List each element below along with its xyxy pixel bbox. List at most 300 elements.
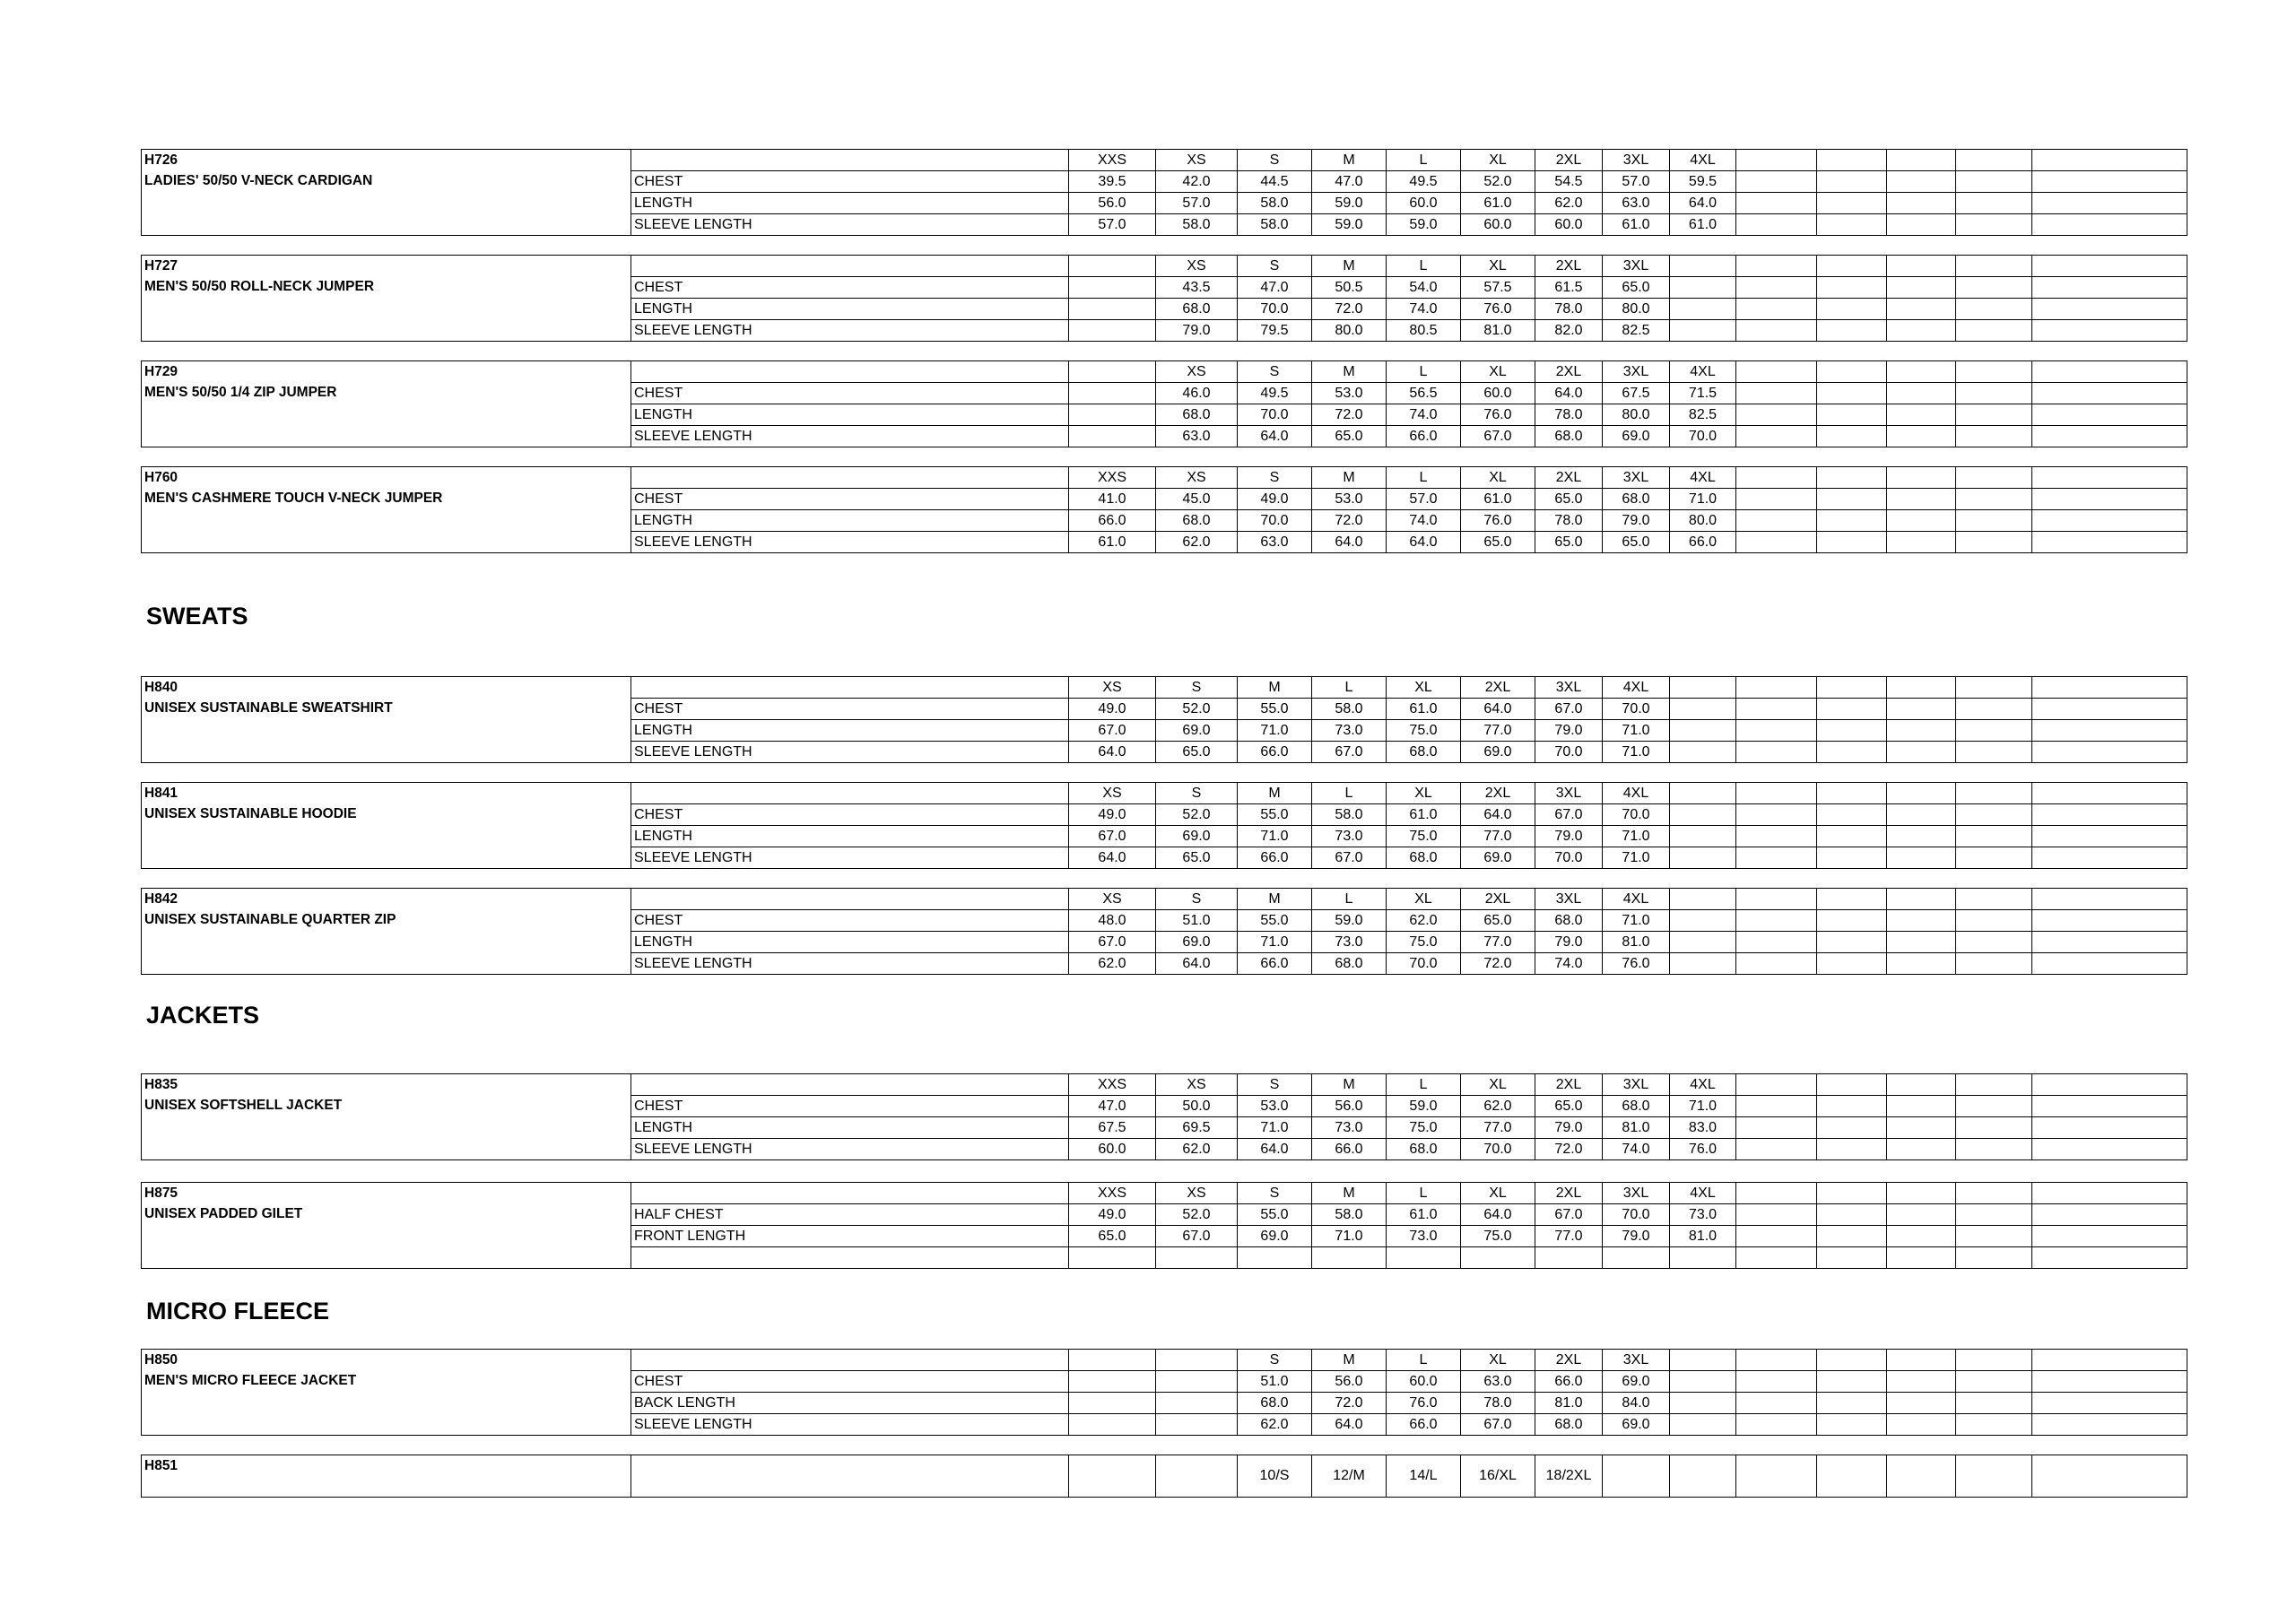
measurement-value: 62.0: [1461, 1096, 1535, 1117]
measurement-value: 65.0: [1461, 532, 1535, 553]
product-cell: [142, 150, 631, 236]
measurement-value: 67.0: [1461, 1414, 1535, 1436]
size-header-row: [142, 889, 2187, 910]
measurement-value: [1817, 847, 1887, 869]
size-header-row: [142, 783, 2187, 804]
measurement-value: 77.0: [1461, 1117, 1535, 1139]
measurement-value: 61.0: [1461, 489, 1535, 510]
measurement-value: 70.0: [1387, 953, 1461, 975]
measurement-value: [1736, 847, 1817, 869]
measurement-value: [2032, 742, 2187, 763]
size-header-cell: 4XL: [1603, 677, 1670, 699]
size-header-cell: XS: [1156, 361, 1238, 383]
size-header-cell: [2032, 467, 2187, 489]
measurement-value: 58.0: [1312, 1204, 1387, 1226]
size-header-row: [142, 150, 2187, 171]
product-name: MEN'S CASHMERE TOUCH V-NECK JUMPER: [144, 491, 443, 506]
measurement-value: 64.0: [1670, 193, 1736, 214]
measurement-value: 54.0: [1387, 277, 1461, 299]
measurement-value: 77.0: [1535, 1226, 1603, 1247]
measurement-value: 70.0: [1238, 299, 1312, 320]
measurement-value: [1887, 742, 1956, 763]
size-header-cell: [1956, 1350, 2032, 1371]
measurement-value: [1069, 1414, 1156, 1436]
size-table: [141, 1349, 2187, 1436]
size-header-cell: [1670, 677, 1736, 699]
size-header-cell: [2032, 1183, 2187, 1204]
measurement-value: 67.0: [1535, 804, 1603, 826]
product-code: H727: [144, 258, 178, 274]
measurement-value: 59.5: [1670, 171, 1736, 193]
measurement-value: 57.0: [1069, 214, 1156, 236]
measurement-value: 65.0: [1156, 742, 1238, 763]
size-header-cell: [1817, 467, 1887, 489]
measurement-label: SLEEVE LENGTH: [631, 742, 1069, 763]
size-header-cell: XL: [1461, 1350, 1535, 1371]
measurement-value: 68.0: [1387, 847, 1461, 869]
measurement-value: [1956, 404, 2032, 426]
measurement-value: [1736, 720, 1817, 742]
size-header-cell: 3XL: [1603, 361, 1670, 383]
measurement-value: 65.0: [1069, 1226, 1156, 1247]
measurement-value: [1956, 214, 2032, 236]
measurement-value: 59.0: [1387, 214, 1461, 236]
measurement-value: [1670, 932, 1736, 953]
measurement-label: SLEEVE LENGTH: [631, 532, 1069, 553]
measurement-value: 52.0: [1156, 699, 1238, 720]
measurement-value: [1736, 489, 1817, 510]
measurement-value: [1887, 826, 1956, 847]
measurement-value: [1956, 1117, 2032, 1139]
measurement-value: [1156, 1393, 1238, 1414]
product-name: UNISEX SUSTAINABLE QUARTER ZIP: [144, 912, 396, 927]
size-header-cell: S: [1156, 677, 1238, 699]
size-header-cell: XL: [1461, 256, 1535, 277]
measurement-value: 78.0: [1535, 510, 1603, 532]
measurement-value: [1670, 277, 1736, 299]
size-header-cell: [1603, 1455, 1670, 1498]
size-header-cell: [1887, 1350, 1956, 1371]
measurement-value: [2032, 532, 2187, 553]
size-header-cell: [1736, 889, 1817, 910]
measurement-value: [1736, 1247, 1817, 1269]
measurement-value: [2032, 1204, 2187, 1226]
measurement-value: [1956, 804, 2032, 826]
measurement-value: 52.0: [1156, 1204, 1238, 1226]
measurement-value: [2032, 826, 2187, 847]
measurement-value: 81.0: [1603, 932, 1670, 953]
measurement-value: 78.0: [1535, 299, 1603, 320]
size-header-cell: [1956, 1455, 2032, 1498]
measurement-value: 65.0: [1312, 426, 1387, 447]
measurement-value: [1817, 383, 1887, 404]
measurement-label: CHEST: [631, 383, 1069, 404]
measurement-value: 75.0: [1387, 826, 1461, 847]
size-table: [141, 149, 2187, 236]
measurement-value: [1817, 404, 1887, 426]
size-header-cell: 4XL: [1670, 467, 1736, 489]
measurement-value: 66.0: [1387, 1414, 1461, 1436]
measurement-value: [1956, 720, 2032, 742]
product-cell: [142, 1074, 631, 1160]
measurement-value: [1238, 1247, 1312, 1269]
size-table-h726: [141, 149, 2172, 236]
measurement-value: 64.0: [1238, 426, 1312, 447]
size-header-cell: [1736, 1074, 1817, 1096]
size-table: [141, 888, 2187, 975]
measurement-value: [1817, 320, 1887, 342]
size-table-h841: [141, 782, 2172, 869]
size-header-cell: L: [1387, 1074, 1461, 1096]
measurement-value: [1670, 299, 1736, 320]
measurement-value: 48.0: [1069, 910, 1156, 932]
size-header-cell: 18/2XL: [1535, 1455, 1603, 1498]
measurement-value: [1887, 847, 1956, 869]
measurement-value: 75.0: [1387, 720, 1461, 742]
measurement-label: CHEST: [631, 910, 1069, 932]
measurement-value: [1817, 932, 1887, 953]
measurement-value: [1887, 1096, 1956, 1117]
measurement-value: [1312, 1247, 1387, 1269]
measurement-value: 79.0: [1535, 1117, 1603, 1139]
measurement-value: 61.0: [1387, 699, 1461, 720]
measurement-value: 51.0: [1156, 910, 1238, 932]
measurement-value: 61.0: [1069, 532, 1156, 553]
measurement-value: 71.0: [1603, 742, 1670, 763]
size-header-cell: 3XL: [1603, 1183, 1670, 1204]
size-header-cell: 4XL: [1670, 150, 1736, 171]
measurement-value: 60.0: [1387, 193, 1461, 214]
size-header-row: [142, 1074, 2187, 1096]
measurement-label: SLEEVE LENGTH: [631, 953, 1069, 975]
size-header-cell: XL: [1387, 677, 1461, 699]
measurement-value: 80.5: [1387, 320, 1461, 342]
measurement-value: 81.0: [1670, 1226, 1736, 1247]
measurement-value: [2032, 214, 2187, 236]
size-table: [141, 255, 2187, 342]
product-cell: [142, 1455, 631, 1498]
product-code: H875: [144, 1185, 178, 1201]
measurement-value: 70.0: [1603, 1204, 1670, 1226]
measurement-value: 57.0: [1156, 193, 1238, 214]
measurement-value: 79.5: [1238, 320, 1312, 342]
size-table-h842: [141, 888, 2172, 975]
measurement-value: 71.0: [1603, 720, 1670, 742]
measurement-value: 72.0: [1461, 953, 1535, 975]
size-table-h840: [141, 676, 2172, 763]
size-header-cell: [2032, 1350, 2187, 1371]
measurement-value: 80.0: [1603, 299, 1670, 320]
size-header-cell: M: [1312, 1350, 1387, 1371]
measurement-value: [1956, 932, 2032, 953]
size-header-cell: [1956, 889, 2032, 910]
size-header-cell: XL: [1461, 1183, 1535, 1204]
size-header-cell: 4XL: [1603, 783, 1670, 804]
measurement-value: [1887, 910, 1956, 932]
measurement-value: [1603, 1247, 1670, 1269]
measurement-value: 64.0: [1535, 383, 1603, 404]
size-header-cell: [1156, 1350, 1238, 1371]
measurement-header-cell: [631, 677, 1069, 699]
measurement-value: 81.0: [1461, 320, 1535, 342]
measurement-value: 76.0: [1461, 299, 1535, 320]
measurement-value: 78.0: [1535, 404, 1603, 426]
measurement-value: 70.0: [1238, 404, 1312, 426]
measurement-value: 71.0: [1238, 826, 1312, 847]
measurement-value: 54.5: [1535, 171, 1603, 193]
measurement-value: 67.0: [1461, 426, 1535, 447]
product-code: H729: [144, 364, 178, 379]
measurement-value: 67.0: [1535, 1204, 1603, 1226]
measurement-value: [1956, 320, 2032, 342]
measurement-value: [1887, 804, 1956, 826]
measurement-value: [1736, 1371, 1817, 1393]
measurement-value: [1956, 1371, 2032, 1393]
size-header-cell: [1736, 1183, 1817, 1204]
size-table: [141, 1182, 2187, 1269]
size-header-cell: XS: [1156, 150, 1238, 171]
measurement-value: [2032, 510, 2187, 532]
size-table: [141, 676, 2187, 763]
measurement-value: 67.0: [1312, 742, 1387, 763]
measurement-value: [1817, 489, 1887, 510]
measurement-value: 68.0: [1156, 404, 1238, 426]
measurement-value: 66.0: [1535, 1371, 1603, 1393]
size-header-cell: [1670, 1455, 1736, 1498]
size-header-cell: XL: [1461, 1074, 1535, 1096]
size-header-cell: [1817, 1350, 1887, 1371]
product-cell: [142, 677, 631, 763]
measurement-value: 55.0: [1238, 1204, 1312, 1226]
size-header-cell: 3XL: [1535, 889, 1603, 910]
measurement-header-cell: [631, 783, 1069, 804]
measurement-value: [1736, 193, 1817, 214]
measurement-value: 71.0: [1603, 910, 1670, 932]
size-header-cell: [1817, 1183, 1887, 1204]
size-header-cell: 3XL: [1603, 150, 1670, 171]
measurement-value: 66.0: [1238, 742, 1312, 763]
size-header-cell: L: [1387, 467, 1461, 489]
measurement-value: 59.0: [1312, 910, 1387, 932]
size-header-cell: [1736, 467, 1817, 489]
measurement-value: [1956, 510, 2032, 532]
measurement-value: [1956, 1226, 2032, 1247]
measurement-value: [1736, 953, 1817, 975]
size-header-row: [142, 1455, 2187, 1498]
measurement-value: 69.0: [1238, 1226, 1312, 1247]
measurement-value: 79.0: [1603, 1226, 1670, 1247]
measurement-value: [1887, 1414, 1956, 1436]
size-header-cell: 3XL: [1603, 467, 1670, 489]
size-header-cell: [1817, 150, 1887, 171]
size-header-cell: XXS: [1069, 1183, 1156, 1204]
size-header-row: [142, 1183, 2187, 1204]
measurement-value: 74.0: [1387, 299, 1461, 320]
size-header-row: [142, 256, 2187, 277]
size-header-cell: [1817, 1074, 1887, 1096]
measurement-value: [1817, 1371, 1887, 1393]
size-header-cell: [1156, 1455, 1238, 1498]
measurement-value: [1887, 699, 1956, 720]
measurement-value: 53.0: [1312, 489, 1387, 510]
size-header-cell: 2XL: [1535, 467, 1603, 489]
measurement-value: 70.0: [1238, 510, 1312, 532]
size-header-cell: [1817, 361, 1887, 383]
product-code: H760: [144, 470, 178, 485]
size-header-cell: [1670, 889, 1736, 910]
size-header-cell: M: [1312, 361, 1387, 383]
size-header-cell: L: [1387, 1350, 1461, 1371]
measurement-value: 53.0: [1312, 383, 1387, 404]
measurement-value: [1887, 193, 1956, 214]
measurement-header-cell: [631, 1350, 1069, 1371]
measurement-value: 61.0: [1603, 214, 1670, 236]
product-name: MEN'S MICRO FLEECE JACKET: [144, 1373, 357, 1388]
measurement-value: [1817, 910, 1887, 932]
measurement-value: [1736, 910, 1817, 932]
measurement-value: 49.5: [1387, 171, 1461, 193]
size-header-cell: 4XL: [1670, 1074, 1736, 1096]
size-header-cell: [1956, 150, 2032, 171]
measurement-label: BACK LENGTH: [631, 1393, 1069, 1414]
size-header-cell: 16/XL: [1461, 1455, 1535, 1498]
measurement-value: 68.0: [1535, 910, 1603, 932]
size-header-cell: M: [1312, 256, 1387, 277]
size-header-cell: XS: [1156, 1074, 1238, 1096]
measurement-value: [1069, 426, 1156, 447]
measurement-value: 70.0: [1535, 847, 1603, 869]
measurement-value: 65.0: [1535, 532, 1603, 553]
measurement-value: [1736, 426, 1817, 447]
size-header-cell: [1670, 1350, 1736, 1371]
size-header-cell: 2XL: [1535, 361, 1603, 383]
measurement-value: [1156, 1414, 1238, 1436]
measurement-value: [1887, 320, 1956, 342]
measurement-value: [2032, 953, 2187, 975]
measurement-value: 47.0: [1238, 277, 1312, 299]
measurement-header-cell: [631, 889, 1069, 910]
measurement-value: 50.5: [1312, 277, 1387, 299]
measurement-value: [1956, 532, 2032, 553]
measurement-value: 68.0: [1603, 489, 1670, 510]
measurement-value: 69.0: [1156, 932, 1238, 953]
measurement-value: [1887, 214, 1956, 236]
measurement-label: LENGTH: [631, 720, 1069, 742]
measurement-value: [1817, 1226, 1887, 1247]
size-header-cell: M: [1238, 889, 1312, 910]
measurement-value: 58.0: [1312, 804, 1387, 826]
measurement-value: [1817, 742, 1887, 763]
size-header-cell: [1887, 783, 1956, 804]
measurement-value: [2032, 299, 2187, 320]
measurement-value: [1670, 953, 1736, 975]
measurement-value: 68.0: [1535, 426, 1603, 447]
measurement-value: 62.0: [1156, 532, 1238, 553]
measurement-value: [2032, 699, 2187, 720]
size-header-row: [142, 361, 2187, 383]
measurement-value: 47.0: [1069, 1096, 1156, 1117]
measurement-value: [1736, 699, 1817, 720]
measurement-value: 62.0: [1069, 953, 1156, 975]
measurement-header-cell: [631, 1074, 1069, 1096]
measurement-label: SLEEVE LENGTH: [631, 1414, 1069, 1436]
size-header-cell: XS: [1069, 783, 1156, 804]
measurement-value: 73.0: [1312, 932, 1387, 953]
measurement-value: [2032, 1247, 2187, 1269]
measurement-value: 80.0: [1603, 404, 1670, 426]
product-cell: [142, 783, 631, 869]
measurement-value: [1069, 404, 1156, 426]
size-header-cell: [2032, 150, 2187, 171]
measurement-label: SLEEVE LENGTH: [631, 1139, 1069, 1160]
size-header-cell: [2032, 783, 2187, 804]
section-title-sweats: SWEATS: [146, 603, 248, 630]
measurement-value: 73.0: [1387, 1226, 1461, 1247]
measurement-value: [1887, 1247, 1956, 1269]
measurement-value: [1670, 320, 1736, 342]
measurement-value: 79.0: [1156, 320, 1238, 342]
measurement-value: 80.0: [1312, 320, 1387, 342]
size-header-cell: XL: [1387, 783, 1461, 804]
size-table: [141, 360, 2187, 447]
measurement-value: [1887, 171, 1956, 193]
measurement-value: 53.0: [1238, 1096, 1312, 1117]
measurement-value: [1956, 171, 2032, 193]
measurement-value: [1817, 214, 1887, 236]
measurement-label: CHEST: [631, 171, 1069, 193]
size-header-cell: M: [1238, 783, 1312, 804]
measurement-value: 71.0: [1238, 932, 1312, 953]
product-name: LADIES' 50/50 V-NECK CARDIGAN: [144, 173, 373, 188]
measurement-value: 58.0: [1156, 214, 1238, 236]
measurement-value: 65.0: [1535, 1096, 1603, 1117]
measurement-value: 64.0: [1069, 742, 1156, 763]
size-header-cell: 2XL: [1535, 1074, 1603, 1096]
product-cell: [142, 361, 631, 447]
measurement-value: 72.0: [1312, 299, 1387, 320]
measurement-value: [1461, 1247, 1535, 1269]
measurement-value: 59.0: [1387, 1096, 1461, 1117]
size-header-row: [142, 1350, 2187, 1371]
measurement-value: [1956, 1393, 2032, 1414]
measurement-label: LENGTH: [631, 932, 1069, 953]
measurement-label: SLEEVE LENGTH: [631, 214, 1069, 236]
measurement-value: 70.0: [1603, 804, 1670, 826]
measurement-value: 76.0: [1461, 510, 1535, 532]
size-header-cell: S: [1156, 783, 1238, 804]
measurement-value: [1887, 720, 1956, 742]
measurement-value: 68.0: [1387, 1139, 1461, 1160]
measurement-value: 72.0: [1535, 1139, 1603, 1160]
measurement-value: 51.0: [1238, 1371, 1312, 1393]
measurement-value: [1956, 426, 2032, 447]
size-header-cell: S: [1238, 256, 1312, 277]
measurement-value: [1817, 299, 1887, 320]
measurement-value: [1535, 1247, 1603, 1269]
measurement-value: 64.0: [1156, 953, 1238, 975]
size-table-h851: [141, 1455, 2172, 1498]
measurement-value: 68.0: [1387, 742, 1461, 763]
measurement-value: 64.0: [1312, 532, 1387, 553]
measurement-value: 62.0: [1238, 1414, 1312, 1436]
measurement-value: [1736, 826, 1817, 847]
measurement-value: 47.0: [1312, 171, 1387, 193]
size-header-cell: [1887, 256, 1956, 277]
measurement-value: 80.0: [1670, 510, 1736, 532]
measurement-value: [1670, 1393, 1736, 1414]
measurement-value: 60.0: [1535, 214, 1603, 236]
measurement-value: [1670, 720, 1736, 742]
